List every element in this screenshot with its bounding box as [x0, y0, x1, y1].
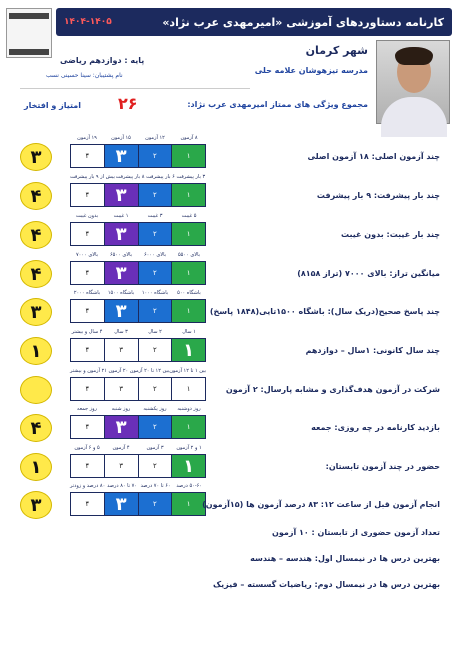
level-label: ۱ و ۲ آزمون	[176, 445, 202, 451]
level-cell: ۲	[138, 184, 172, 206]
level-label: ۸ بار پیشرفت	[115, 174, 145, 180]
score-badge: ۱	[20, 337, 52, 365]
level-label: بالای ۶۰۰۰	[143, 252, 167, 258]
level-cells	[70, 377, 206, 401]
level-label: ۲ سال	[148, 329, 162, 335]
score-badge: ۴	[20, 414, 52, 442]
level-cell: ۴	[71, 300, 104, 322]
level-cell: ۲	[138, 378, 172, 400]
level-label: روز دوشنبه	[177, 406, 201, 412]
level-cell: ۴	[71, 262, 104, 284]
level-label: ۱ غیبت	[113, 213, 129, 219]
level-cell: ۳	[104, 378, 138, 400]
level-cell: ۲	[138, 455, 172, 477]
level-cells	[70, 454, 206, 478]
level-label: ۸۰ درصد و زودتر	[69, 483, 106, 489]
level-label: روز جمعه	[77, 406, 97, 412]
level-cell: ۲	[138, 493, 172, 515]
score-badge: ۳	[20, 298, 52, 326]
level-cells	[70, 222, 206, 246]
score-badge: ۴	[20, 182, 52, 210]
level-label: ۷۰ تا ۸۰ درصد	[107, 483, 138, 489]
level-cell: ۳	[104, 493, 138, 515]
level-cell: ۳	[104, 300, 138, 322]
level-cell: ۱	[171, 223, 205, 245]
level-cell: ۱	[171, 339, 205, 361]
student-city: شهر کرمان	[305, 44, 368, 57]
criterion-text: چند بار غیبت: بدون غیبت	[341, 230, 440, 239]
footer-best-first-half: بهترین درس ها در نیمسال اول: هندسه – هندسه	[250, 554, 440, 563]
level-labels	[70, 174, 206, 182]
criterion-text: حضور در چند آزمون تابستان:	[325, 462, 440, 471]
level-label: ۱۵ آزمون	[111, 135, 131, 141]
level-label: باشگاه ۱۰۰۰	[141, 290, 169, 296]
level-cell: ۴	[71, 378, 104, 400]
level-labels	[70, 290, 206, 298]
criterion-text: بازدید کارنامه در چه روزی: جمعه	[311, 423, 440, 432]
total-value: ۲۶	[118, 94, 138, 113]
score-badge: ۳	[20, 491, 52, 519]
level-label: ۱۲ آزمون	[145, 135, 165, 141]
level-labels	[70, 406, 206, 414]
level-cell: ۱	[171, 378, 205, 400]
level-labels	[70, 483, 206, 491]
level-cells	[70, 144, 206, 168]
level-label: ۳ غیبت	[147, 213, 163, 219]
level-cell: ۴	[71, 145, 104, 167]
level-cells	[70, 492, 206, 516]
report-year: ۱۴۰۴-۱۴۰۵	[64, 17, 112, 27]
level-cells	[70, 183, 206, 207]
criterion-text: چند بار پیشرفت: ۹ بار پیشرفت	[316, 191, 440, 200]
level-cell: ۱	[171, 184, 205, 206]
level-label: ۴ سال و بیشتر	[71, 329, 103, 335]
level-cell: ۲	[138, 300, 172, 322]
student-grade: پایه : دوازدهم ریاضی	[60, 56, 145, 65]
level-label: بالای ۷۰۰۰	[75, 252, 99, 258]
level-label: ۳ سال	[114, 329, 128, 335]
level-label: ۳ بار پیشرفت	[176, 174, 206, 180]
level-label: بالای ۵۵۰۰	[177, 252, 201, 258]
level-labels	[70, 252, 206, 260]
level-labels	[70, 135, 206, 143]
level-cell: ۳	[104, 223, 138, 245]
level-cell: ۲	[138, 339, 172, 361]
level-cell: ۳	[104, 184, 138, 206]
level-cell: ۴	[71, 416, 104, 438]
level-label: ۳ آزمون	[146, 445, 164, 451]
level-label: ۵۰-۶۰ درصد	[176, 483, 203, 489]
level-label: باشگاه ۱۵۰۰	[107, 290, 135, 296]
level-label: روز شنبه	[111, 406, 131, 412]
level-cells	[70, 415, 206, 439]
level-label: ۲۰ آزمون	[108, 368, 129, 374]
level-cell: ۴	[71, 223, 104, 245]
level-cell: ۱	[171, 493, 205, 515]
score-badge: ۳	[20, 143, 52, 171]
divider	[20, 88, 250, 89]
level-label: ۶ بار پیشرفت	[146, 174, 175, 180]
institute-logo	[6, 8, 52, 58]
level-label: ۵ و ۶ آزمون	[74, 445, 100, 451]
level-cell: ۳	[104, 145, 138, 167]
score-badge: ۴	[20, 260, 52, 288]
level-label: ۸ آزمون	[180, 135, 198, 141]
level-cell: ۱	[171, 416, 205, 438]
score-badge: ۴	[20, 221, 52, 249]
level-cell: ۴	[71, 184, 104, 206]
criterion-text: چند آزمون اصلی: ۱۸ آزمون اصلی	[307, 152, 440, 161]
footer-summer-exams: تعداد آزمون حضوری از تابستان : ۱۰ آزمون	[272, 528, 440, 537]
support-name: نام پشتیبان: سینا حسینی نسب	[46, 72, 123, 79]
level-labels	[70, 213, 206, 221]
level-label: روز یکشنبه	[143, 406, 167, 412]
level-cell: ۴	[71, 493, 104, 515]
honor-label: امتیاز و افتخار	[24, 101, 81, 110]
level-label: بین ۱ تا ۱۲ آزمون	[169, 368, 206, 374]
level-cell: ۳	[104, 455, 138, 477]
student-school: مدرسه تیزهوشان علامه حلی	[254, 66, 368, 75]
level-cell: ۱	[171, 300, 205, 322]
level-label: باشگاه ۵۰۰	[177, 290, 201, 296]
level-cell: ۳	[104, 416, 138, 438]
level-cell: ۲	[138, 145, 172, 167]
level-cell: ۳	[104, 262, 138, 284]
level-cell: ۱	[171, 455, 205, 477]
criterion-text: چند پاسخ صحیح(دریک سال): باشگاه ۱۵۰۰تایی(۱۸۴۸ پاسخ)	[209, 307, 440, 316]
level-labels	[70, 329, 206, 337]
level-label: باشگاه ۲۰۰۰	[73, 290, 101, 296]
level-label: ۵ غیبت	[181, 213, 197, 219]
level-label: بالای ۶۵۰۰	[109, 252, 133, 258]
level-label: بدون غیبت	[75, 213, 99, 219]
level-label: ۱۹ آزمون	[77, 135, 97, 141]
level-cell: ۳	[104, 339, 138, 361]
level-cells	[70, 299, 206, 323]
level-cells	[70, 261, 206, 285]
report-title: کارنامه دستاوردهای آموزشی «امیرمهدی عرب نژاد»	[162, 15, 444, 29]
level-cell: ۱	[171, 262, 205, 284]
level-cell: ۲	[138, 416, 172, 438]
level-cell: ۴	[71, 455, 104, 477]
criterion-text: انجام آزمون قبل از ساعت ۱۲: ۸۳ درصد آزمون ها (۱۵آزمون)	[202, 500, 440, 509]
level-cell: ۲	[138, 262, 172, 284]
level-label: ۶۰ تا ۷۰ درصد	[140, 483, 171, 489]
level-cell: ۱	[171, 145, 205, 167]
footer-best-second-half: بهترین درس ها در نیمسال دوم: ریاضیات گسسته – فیزیک	[212, 580, 440, 589]
level-cell: ۲	[138, 223, 172, 245]
level-cell: ۴	[71, 339, 104, 361]
report-title-bar	[56, 8, 452, 36]
level-label: بین ۱۲ تا ۲۰ آزمون	[129, 368, 170, 374]
level-label: ۲۱ آزمون و بیشتر	[70, 368, 107, 374]
level-label: ۱ سال	[182, 329, 196, 335]
criterion-text: میانگین تراز: بالای ۷۰۰۰ (تراز ۸۱۵۸)	[297, 269, 440, 278]
student-photo	[376, 40, 450, 124]
level-labels	[70, 445, 206, 453]
score-badge: ۱	[20, 453, 52, 481]
criterion-text: چند سال کانونی: ۱سال – دوازدهم	[305, 346, 440, 355]
level-label: ۴ آزمون	[112, 445, 130, 451]
level-labels	[70, 368, 206, 376]
total-label: مجموع ویژگی های ممتاز امیرمهدی عرب نژاد:	[187, 100, 368, 109]
criterion-text: شرکت در آزمون هدف‌گذاری و مشابه پارسال: ۲ آزمون	[225, 385, 440, 394]
level-label: بیش از ۹ بار پیشرفت	[69, 174, 115, 180]
score-badge	[20, 376, 52, 404]
level-cells	[70, 338, 206, 362]
